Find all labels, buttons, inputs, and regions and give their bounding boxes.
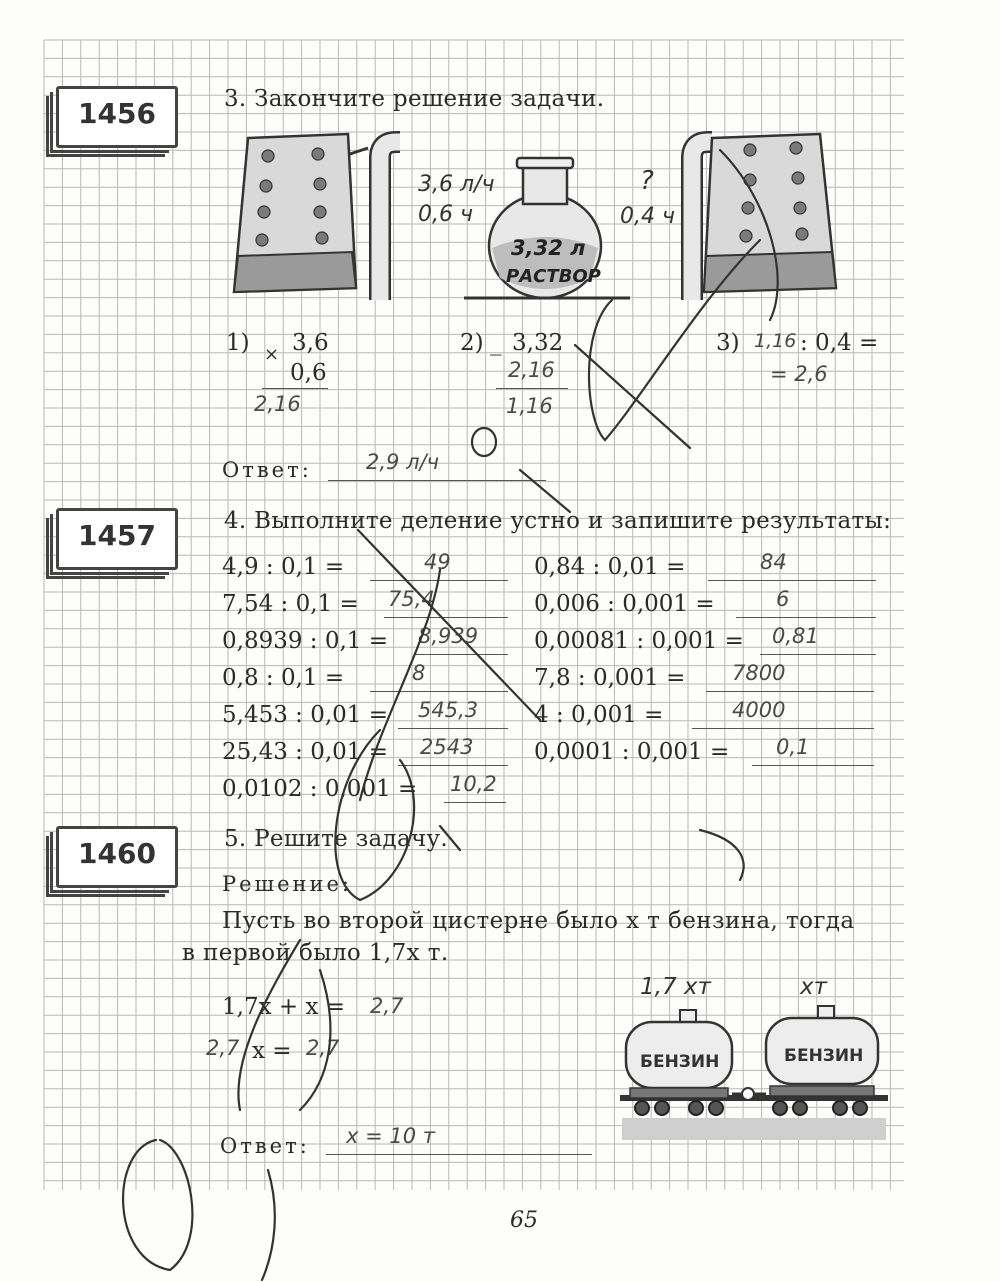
exercise-number-badge: 1457 <box>46 508 172 570</box>
equation-1-printed: 1,7x + x = <box>222 994 345 1020</box>
division-expression: 4 : 0,001 = <box>534 702 664 728</box>
division-handwritten-answer: 8,939 <box>418 624 479 648</box>
step-1-top-number: 3,6 <box>292 330 329 356</box>
solution-heading: Решение: <box>222 872 353 896</box>
division-expression: 0,8939 : 0,1 = <box>222 628 389 654</box>
equation-2-handwritten-right: 2,7 <box>306 1036 340 1060</box>
exercise-number-badge: 1460 <box>46 826 172 888</box>
division-expression: 7,8 : 0,001 = <box>534 665 686 691</box>
division-handwritten-answer: 7800 <box>732 661 786 685</box>
division-expression: 0,006 : 0,001 = <box>534 591 715 617</box>
equation-2-printed: x = <box>252 1038 292 1064</box>
answer-label: Ответ: <box>222 458 312 482</box>
step-1-handwritten-result: 2,16 <box>254 392 301 416</box>
solution-text-line-1: Пусть во второй цистерне было x т бензина, тогда <box>222 908 855 934</box>
step-2-label: 2) <box>460 330 484 356</box>
division-handwritten-answer: 0,1 <box>776 735 810 759</box>
division-handwritten-answer: 6 <box>776 587 790 611</box>
tank-2-mass-label: xт <box>800 974 828 1000</box>
tank-2-text: БЕНЗИН <box>784 1046 864 1066</box>
task-heading: 3. Закончите решение задачи. <box>224 86 605 112</box>
step-3-label: 3) <box>716 330 740 356</box>
step-3-expression: : 0,4 = <box>800 330 879 356</box>
step-1-bottom-number: 0,6 <box>290 360 327 386</box>
solution-text-line-2: в первой было 1,7x т. <box>182 940 449 966</box>
division-expression: 0,8 : 0,1 = <box>222 665 345 691</box>
tap-time-label: 0,6 ч <box>418 202 473 227</box>
division-expression: 0,0001 : 0,001 = <box>534 739 730 765</box>
division-handwritten-answer: 2543 <box>420 735 474 759</box>
multiply-sign: × <box>264 344 280 365</box>
step-2-top-number: 3,32 <box>512 330 564 356</box>
answer-2-handwritten: x = 10 т <box>346 1124 436 1148</box>
step-2-handwritten-result: 1,16 <box>506 394 553 418</box>
minus-sign: _ <box>490 330 502 356</box>
division-handwritten-answer: 75,4 <box>388 587 435 611</box>
division-handwritten-answer: 84 <box>760 550 787 574</box>
division-handwritten-answer: 4000 <box>732 698 786 722</box>
flask-volume-label: 3,32 л <box>511 236 586 260</box>
equation-2-handwritten-left: 2,7 <box>206 1036 240 1060</box>
right-time-label: 0,4 ч <box>620 204 675 229</box>
step-3-handwritten-dividend: 1,16 <box>754 330 797 352</box>
tank-1-text: БЕНЗИН <box>640 1052 720 1072</box>
step-3-handwritten-result: = 2,6 <box>770 362 828 386</box>
division-expression: 0,84 : 0,01 = <box>534 554 686 580</box>
page-number: 65 <box>510 1208 538 1233</box>
division-expression: 0,00081 : 0,001 = <box>534 628 744 654</box>
division-handwritten-answer: 8 <box>412 661 426 685</box>
division-handwritten-answer: 49 <box>424 550 451 574</box>
answer-1-handwritten: 2,9 л/ч <box>366 450 439 474</box>
division-expression: 4,9 : 0,1 = <box>222 554 345 580</box>
task-heading: 5. Решите задачу. <box>224 826 448 852</box>
task-heading: 4. Выполните деление устно и запишите результаты: <box>224 508 892 534</box>
equation-1-handwritten: 2,7 <box>370 994 404 1018</box>
division-expression: 25,43 : 0,01 = <box>222 739 389 765</box>
flask-label: РАСТВОР <box>506 266 601 287</box>
division-expression: 7,54 : 0,1 = <box>222 591 359 617</box>
division-handwritten-answer: 10,2 <box>450 772 497 796</box>
tap-rate-label: 3,6 л/ч <box>418 172 495 197</box>
division-handwritten-answer: 0,81 <box>772 624 819 648</box>
division-handwritten-answer: 545,3 <box>418 698 479 722</box>
division-expression: 0,0102 : 0,001 = <box>222 776 418 802</box>
tank-1-mass-label: 1,7 xт <box>640 974 711 1000</box>
step-1-label: 1) <box>226 330 250 356</box>
answer-label: Ответ: <box>220 1134 310 1158</box>
exercise-number-badge: 1456 <box>46 86 172 148</box>
division-expression: 5,453 : 0,01 = <box>222 702 389 728</box>
unknown-rate-question-mark: ? <box>640 166 654 196</box>
step-2-handwritten-subtrahend: 2,16 <box>508 358 555 382</box>
